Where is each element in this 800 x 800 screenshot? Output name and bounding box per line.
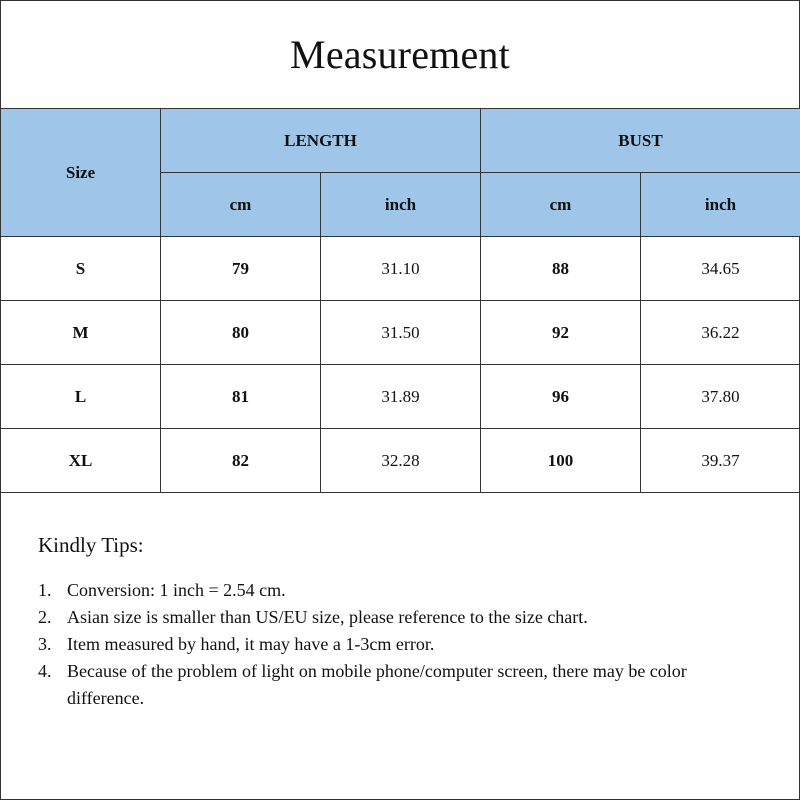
size-cell: XL xyxy=(1,429,161,493)
length-inch-cell: 31.50 xyxy=(321,301,481,365)
length-header: LENGTH xyxy=(161,109,481,173)
length-cm-cell: 80 xyxy=(161,301,321,365)
bust-cm-cell: 100 xyxy=(481,429,641,493)
table-row xyxy=(1,429,800,493)
tip-number: 1. xyxy=(38,580,52,600)
length-inch-cell: 31.89 xyxy=(321,365,481,429)
table-row xyxy=(1,237,800,301)
tip-text: Because of the problem of light on mobile phone/computer screen, there may be color difference. xyxy=(67,661,687,708)
size-cell: L xyxy=(1,365,161,429)
bust-cm-cell: 88 xyxy=(481,237,641,301)
bust-cm-header: cm xyxy=(481,173,641,237)
bust-inch-cell: 34.65 xyxy=(641,237,800,301)
bust-cm-cell: 92 xyxy=(481,301,641,365)
table-row xyxy=(1,365,800,429)
bust-inch-cell: 36.22 xyxy=(641,301,800,365)
tip-number: 2. xyxy=(38,607,52,627)
bust-cm-cell: 96 xyxy=(481,365,641,429)
bust-inch-cell: 37.80 xyxy=(641,365,800,429)
length-cm-cell: 79 xyxy=(161,237,321,301)
tip-text: Conversion: 1 inch = 2.54 cm. xyxy=(67,580,286,600)
size-chart-table xyxy=(0,108,800,493)
size-header: Size xyxy=(1,109,161,237)
bust-header: BUST xyxy=(481,109,800,173)
length-cm-header: cm xyxy=(161,173,321,237)
size-cell: S xyxy=(1,237,161,301)
table-header-row xyxy=(1,109,800,173)
tip-text: Asian size is smaller than US/EU size, please reference to the size chart. xyxy=(67,607,588,627)
tip-text: Item measured by hand, it may have a 1-3cm error. xyxy=(67,634,435,654)
length-inch-cell: 32.28 xyxy=(321,429,481,493)
size-cell: M xyxy=(1,301,161,365)
table-row xyxy=(1,301,800,365)
list-item xyxy=(38,604,738,631)
list-item xyxy=(38,658,738,712)
tip-number: 3. xyxy=(38,634,52,654)
bust-inch-header: inch xyxy=(641,173,800,237)
list-item xyxy=(38,631,738,658)
length-inch-cell: 31.10 xyxy=(321,237,481,301)
tip-number: 4. xyxy=(38,661,52,681)
list-item xyxy=(38,577,738,604)
length-cm-cell: 81 xyxy=(161,365,321,429)
tips-heading: Kindly Tips: xyxy=(38,533,144,557)
bust-inch-cell: 39.37 xyxy=(641,429,800,493)
length-cm-cell: 82 xyxy=(161,429,321,493)
tips-section xyxy=(38,532,738,712)
page-title: Measurement xyxy=(290,31,510,77)
length-inch-header: inch xyxy=(321,173,481,237)
